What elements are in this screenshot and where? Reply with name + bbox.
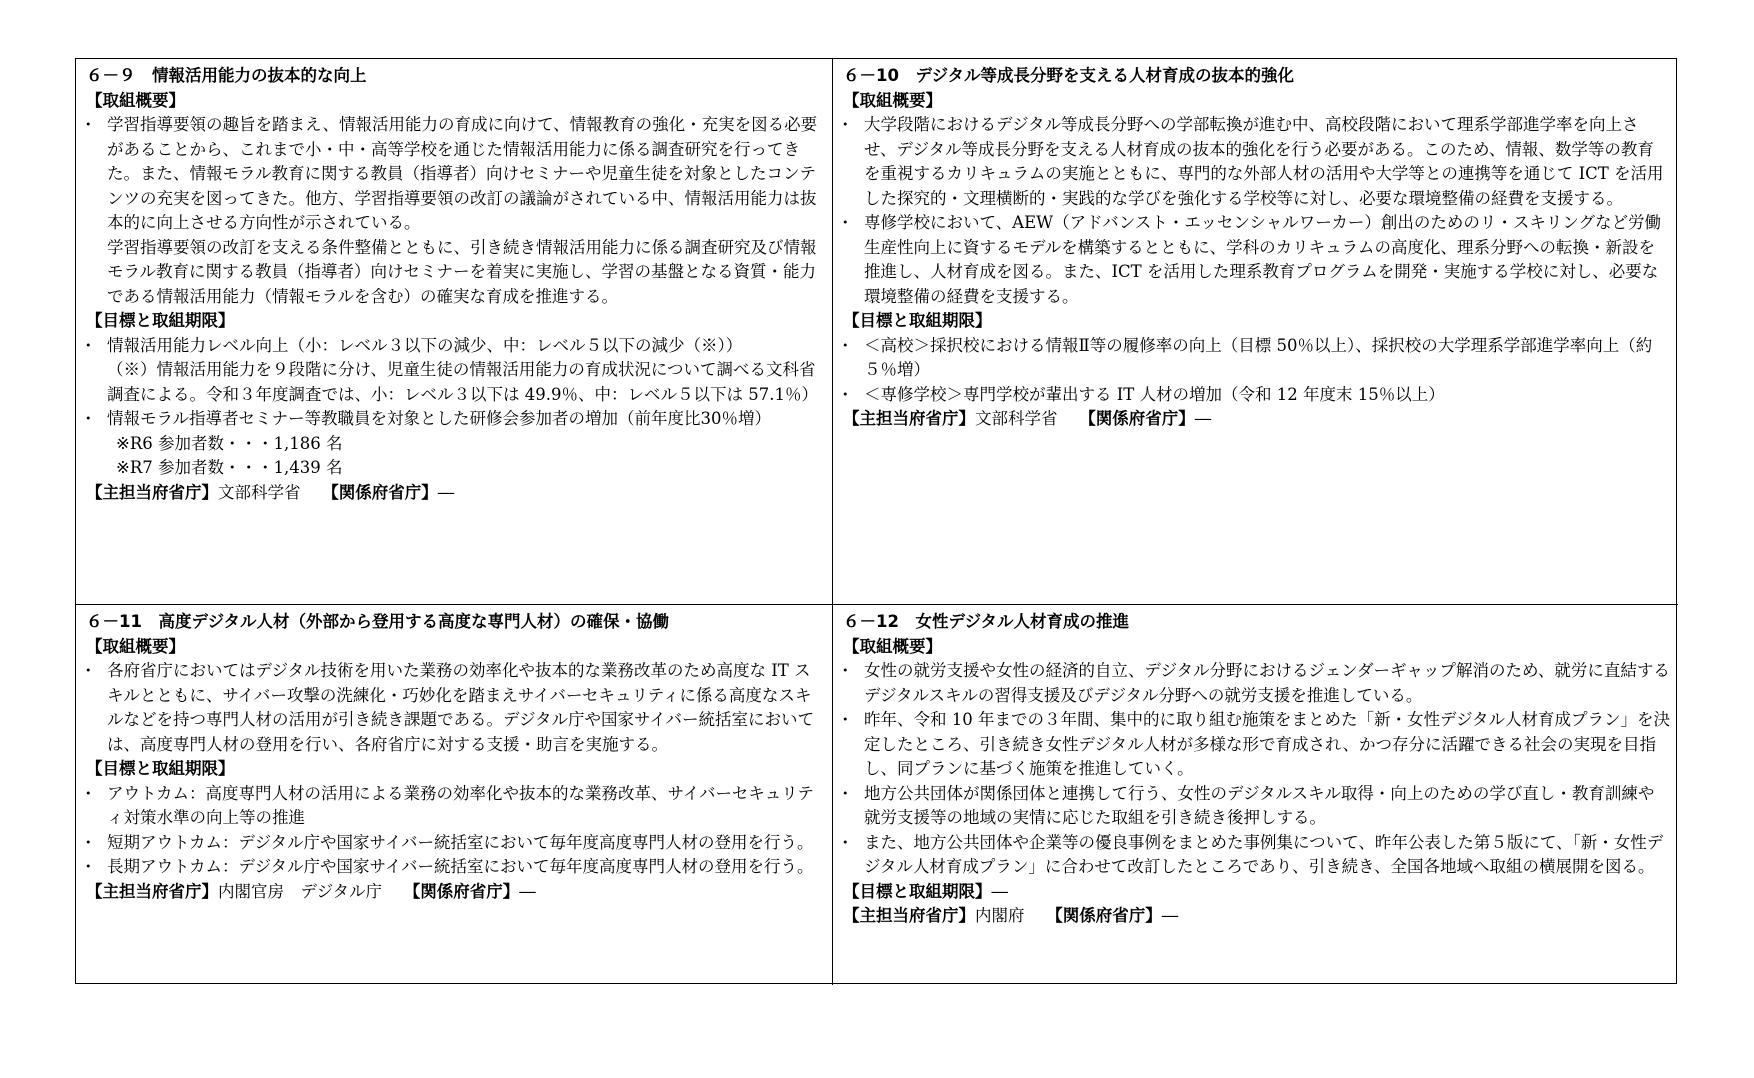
list-item: ・ 短期アウトカム：デジタル庁や国家サイバー統括室において毎年度高度専門人材の登用を行う。 [86, 831, 824, 856]
related-value: ― [1194, 409, 1212, 428]
list-item: ・ 各府省庁においてはデジタル技術を用いた業務の効率化や抜本的な業務改革のため高度な IT スキルとともに、サイバー攻撃の洗練化・巧妙化を踏まえサイバーセキュリティに係る高度なスキルなどを持つ専門人材の活用が引き続き課題である。デジタル庁や国家サイバー統括室においては、高度専門人材の登用を行い、各府省庁に対する支援・助言を実施する。 [86, 659, 824, 757]
section-title: ６－９ 情報活用能力の抜本的な向上 [86, 66, 367, 85]
overview-list [843, 659, 1670, 880]
ministry-value: 内閣府 [975, 906, 1025, 925]
goals-list [86, 782, 824, 880]
related-label: 【関係府省庁】 [403, 881, 520, 901]
list-item: ・ 専修学校において、AEW（アドバンスト・エッセンシャルワーカー）創出のためのリ・スキリングなど労働生産性向上に資するモデルを構築するとともに、学科のカリキュラムの高度化、理系分野への転換・新設を推進し、人材育成を図る。また、ICT を活用した理系教育プログラムを開発・実施する学校に対し、必要な環境整備の経費を支援する。 [843, 211, 1670, 309]
cell-6-10 [833, 59, 1678, 605]
section-title: ６－12 女性デジタル人材育成の推進 [843, 612, 1129, 631]
related-label: 【関係府省庁】 [1079, 409, 1195, 428]
ministry-line [843, 904, 1670, 929]
ministry-label: 【主担当府省庁】 [86, 482, 218, 502]
related-label: 【関係府省庁】 [322, 482, 438, 502]
cell-6-11 [76, 605, 833, 985]
goals-line [843, 880, 1670, 905]
list-item: ・ 情報活用能力レベル向上（小：レベル３以下の減少、中：レベル５以下の減少（※）） [86, 334, 824, 359]
related-value: ― [1161, 906, 1179, 925]
cell-6-12 [833, 605, 1678, 985]
related-value: ― [519, 881, 536, 901]
participant-count-r7: ※R7 参加者数・・・1,439 名 [116, 458, 343, 477]
goals-list [86, 334, 824, 359]
overview-heading: 【取組概要】 [843, 636, 942, 656]
list-item: ・ ＜高校＞採択校における情報Ⅱ等の履修率の向上（目標 50％以上）、採択校の大学理系学部進学率向上（約５％増） [843, 334, 1670, 383]
related-value: ― [437, 482, 455, 502]
ministry-label: 【主担当府省庁】 [86, 881, 218, 901]
goals-list [843, 334, 1670, 408]
ministry-label: 【主担当府省庁】 [843, 409, 975, 428]
section-title: ６－10 デジタル等成長分野を支える人材育成の抜本的強化 [843, 66, 1294, 85]
measures-table [75, 58, 1677, 984]
section-title: ６－11 高度デジタル人材（外部から登用する高度な専門人材）の確保・協働 [86, 612, 669, 631]
list-item: ・ 大学段階におけるデジタル等成長分野への学部転換が進む中、高校段階において理系学部進学率を向上させ、デジタル等成長分野を支える人材育成の抜本的強化を行う必要がある。このため、情報、数学等の教育を重視するカリキュラムの実施とともに、専門的な外部人材の活用や大学等との連携等を通じて ICT を活用した探究的・文理横断的・実践的な学びを強化する学校等に対し、必要な環境整備の経費を支援する。 [843, 113, 1670, 211]
ministry-value: 文部科学省 [218, 482, 301, 502]
ministry-line [843, 407, 1670, 432]
list-item: ・ また、地方公共団体や企業等の優良事例をまとめた事例集について、昨年公表した第５版にて、「新・女性デジタル人材育成プラン」に合わせて改訂したところであり、引き続き、全国各地域へ取組の横展開を図る。 [843, 831, 1670, 880]
list-item: ・ ＜専修学校＞専門学校が輩出する IT 人材の増加（令和 12 年度末 15％以上） [843, 383, 1670, 408]
overview-list [843, 113, 1670, 309]
ministry-label: 【主担当府省庁】 [843, 906, 975, 925]
participant-count-r6: ※R6 参加者数・・・1,186 名 [116, 433, 343, 453]
goals-value: ― [991, 881, 1008, 901]
list-item: ・ 学習指導要領の趣旨を踏まえ、情報活用能力の育成に向けて、情報教育の強化・充実を図る必要があることから、これまで小・中・高等学校を通じた情報活用能力に係る調査研究を行ってきた。また、情報モラル教育に関する教員（指導者）向けセミナーや児童生徒を対象としたコンテンツの充実を図ってきた。他方、学習指導要領の改訂の議論がされている中、情報活用能力は抜本的に向上させる方向性が示されている。 [86, 113, 824, 236]
ministry-line [86, 481, 824, 506]
overview-heading: 【取組概要】 [843, 90, 942, 110]
overview-list [86, 113, 824, 236]
goals-heading: 【目標と取組期限】 [843, 311, 992, 330]
goals-heading: 【目標と取組期限】 [86, 759, 235, 778]
list-item: ・ アウトカム：高度専門人材の活用による業務の効率化や抜本的な業務改革、サイバーセキュリティ対策水準の向上等の推進 [86, 782, 824, 831]
list-item: ・ 女性の就労支援や女性の経済的自立、デジタル分野におけるジェンダーギャップ解消のため、就労に直結するデジタルスキルの習得支援及びデジタル分野への就労支援を推進している。 [843, 659, 1670, 708]
ministry-value: 内閣官房 デジタル庁 [218, 881, 383, 901]
overview-heading: 【取組概要】 [86, 90, 185, 110]
list-item: ・ 昨年、令和 10 年までの３年間、集中的に取り組む施策をまとめた「新・女性デジタル人材育成プラン」を決定したところ、引き続き女性デジタル人材が多様な形で育成され、かつ存分に活躍できる社会の実現を目指し、同プランに基づく施策を推進していく。 [843, 708, 1670, 782]
list-item: ・ 情報モラル指導者セミナー等教職員を対象とした研修会参加者の増加（前年度比30％増） [86, 407, 824, 432]
cell-6-9 [76, 59, 833, 605]
ministry-value: 文部科学省 [975, 409, 1058, 428]
ministry-line [86, 880, 824, 905]
list-item: ・ 長期アウトカム：デジタル庁や国家サイバー統括室において毎年度高度専門人材の登用を行う。 [86, 855, 824, 880]
goals-heading: 【目標と取組期限】 [843, 881, 992, 901]
goals-heading: 【目標と取組期限】 [86, 311, 235, 330]
overview-list [86, 659, 824, 757]
goals-list-2 [86, 407, 824, 432]
goal-note: （※）情報活用能力を９段階に分け、児童生徒の情報活用能力の育成状況について調べる文科省調査による。令和３年度調査では、小：レベル３以下は 49.9％、中：レベル５以下は 57.1％） [107, 360, 818, 404]
list-item: ・ 地方公共団体が関係団体と連携して行う、女性のデジタルスキル取得・向上のための学び直し・教育訓練や就労支援等の地域の実情に応じた取組を引き続き後押しする。 [843, 782, 1670, 831]
overview-heading: 【取組概要】 [86, 636, 185, 656]
overview-paragraph: 学習指導要領の改訂を支える条件整備とともに、引き続き情報活用能力に係る調査研究及び情報モラル教育に関する教員（指導者）向けセミナーを着実に実施し、学習の基盤となる資質・能力である情報活用能力（情報モラルを含む）の確実な育成を推進する。 [107, 237, 817, 306]
related-label: 【関係府省庁】 [1046, 906, 1162, 925]
